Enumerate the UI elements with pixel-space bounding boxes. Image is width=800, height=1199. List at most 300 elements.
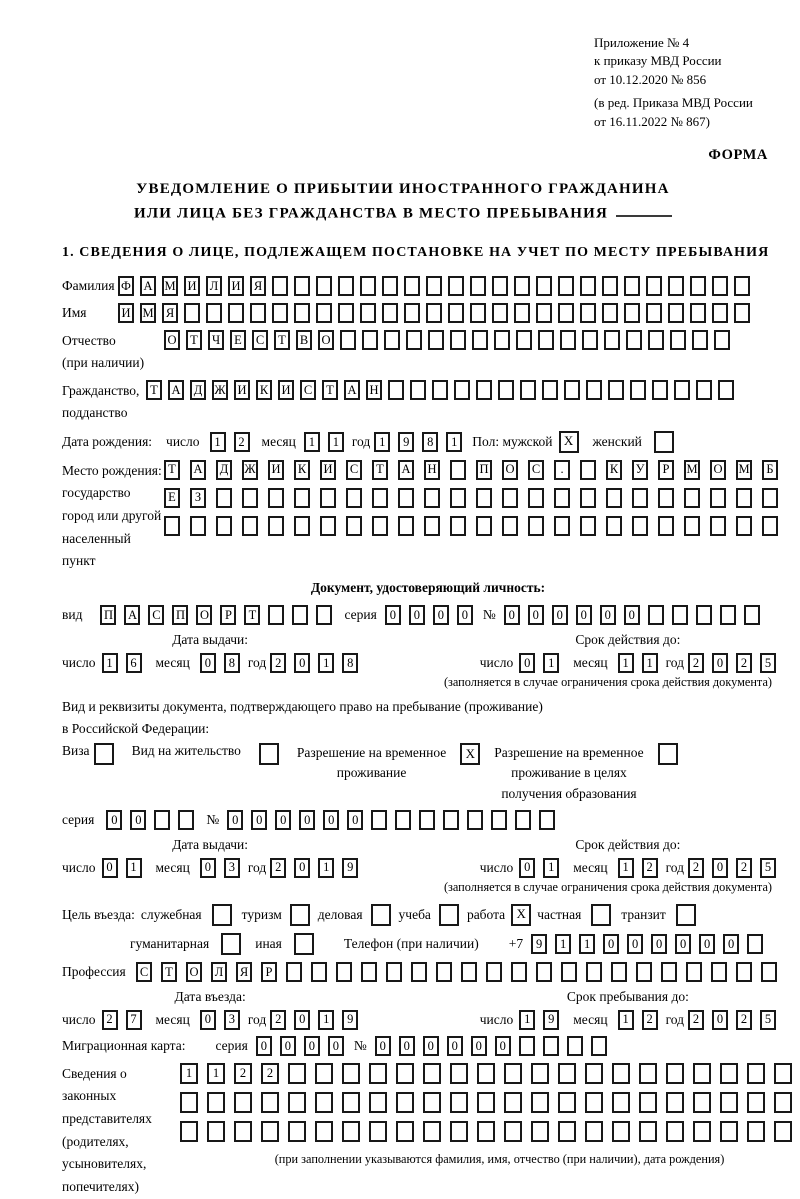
char-cell[interactable]: В bbox=[296, 330, 312, 350]
char-cell[interactable]: 0 bbox=[299, 810, 315, 830]
char-cell[interactable] bbox=[268, 605, 284, 625]
char-cell[interactable] bbox=[560, 330, 576, 350]
char-cell[interactable]: 0 bbox=[699, 934, 715, 954]
char-cell[interactable]: Ж bbox=[212, 380, 228, 400]
char-cell[interactable]: 7 bbox=[126, 1010, 142, 1030]
char-cell[interactable] bbox=[648, 330, 664, 350]
char-cell[interactable] bbox=[436, 962, 452, 982]
char-cell[interactable] bbox=[491, 810, 507, 830]
char-cell[interactable] bbox=[747, 1063, 765, 1084]
char-cell[interactable]: 9 bbox=[543, 1010, 559, 1030]
char-cell[interactable] bbox=[693, 1063, 711, 1084]
char-cell[interactable] bbox=[504, 1063, 522, 1084]
char-cell[interactable]: 0 bbox=[294, 858, 310, 878]
char-cell[interactable]: 0 bbox=[294, 1010, 310, 1030]
char-cell[interactable] bbox=[346, 488, 362, 508]
char-cell[interactable] bbox=[666, 1063, 684, 1084]
char-cell[interactable]: 2 bbox=[234, 1063, 252, 1084]
char-cell[interactable] bbox=[539, 810, 555, 830]
char-cell[interactable] bbox=[294, 276, 310, 296]
char-cell[interactable] bbox=[585, 1063, 603, 1084]
char-cell[interactable]: А bbox=[398, 460, 414, 480]
char-cell[interactable] bbox=[658, 488, 674, 508]
char-cell[interactable]: 5 bbox=[760, 858, 776, 878]
char-cell[interactable]: Ф bbox=[118, 276, 134, 296]
char-cell[interactable] bbox=[178, 810, 194, 830]
char-cell[interactable] bbox=[360, 276, 376, 296]
char-cell[interactable] bbox=[396, 1063, 414, 1084]
char-cell[interactable] bbox=[536, 962, 552, 982]
char-cell[interactable]: Т bbox=[164, 460, 180, 480]
char-cell[interactable] bbox=[461, 962, 477, 982]
char-cell[interactable]: 0 bbox=[323, 810, 339, 830]
char-cell[interactable] bbox=[624, 303, 640, 323]
char-cell[interactable] bbox=[612, 1121, 630, 1142]
char-cell[interactable]: 3 bbox=[224, 1010, 240, 1030]
char-cell[interactable] bbox=[536, 303, 552, 323]
char-cell[interactable] bbox=[736, 516, 752, 536]
char-cell[interactable] bbox=[288, 1092, 306, 1113]
char-cell[interactable] bbox=[372, 488, 388, 508]
char-cell[interactable]: 0 bbox=[675, 934, 691, 954]
char-cell[interactable]: Д bbox=[216, 460, 232, 480]
char-cell[interactable]: 0 bbox=[275, 810, 291, 830]
char-cell[interactable] bbox=[371, 810, 387, 830]
char-cell[interactable] bbox=[511, 962, 527, 982]
char-cell[interactable]: 0 bbox=[280, 1036, 296, 1056]
char-cell[interactable]: А bbox=[344, 380, 360, 400]
char-cell[interactable] bbox=[554, 516, 570, 536]
char-cell[interactable] bbox=[382, 276, 398, 296]
char-cell[interactable] bbox=[636, 962, 652, 982]
char-cell[interactable]: 1 bbox=[446, 432, 462, 452]
char-cell[interactable] bbox=[710, 516, 726, 536]
char-cell[interactable]: 2 bbox=[642, 1010, 658, 1030]
char-cell[interactable] bbox=[450, 330, 466, 350]
char-cell[interactable]: Е bbox=[164, 488, 180, 508]
char-cell[interactable] bbox=[692, 330, 708, 350]
char-cell[interactable] bbox=[388, 380, 404, 400]
char-cell[interactable]: 2 bbox=[688, 858, 704, 878]
char-cell[interactable]: Т bbox=[186, 330, 202, 350]
char-cell[interactable]: 6 bbox=[126, 653, 142, 673]
char-cell[interactable] bbox=[190, 516, 206, 536]
char-cell[interactable] bbox=[774, 1092, 792, 1113]
char-cell[interactable]: 0 bbox=[200, 1010, 216, 1030]
char-cell[interactable] bbox=[320, 488, 336, 508]
char-cell[interactable]: 2 bbox=[688, 1010, 704, 1030]
char-cell[interactable]: 0 bbox=[528, 605, 544, 625]
char-cell[interactable]: 0 bbox=[519, 858, 535, 878]
char-cell[interactable] bbox=[290, 904, 310, 926]
char-cell[interactable]: 9 bbox=[398, 432, 414, 452]
char-cell[interactable]: С bbox=[136, 962, 152, 982]
char-cell[interactable]: Н bbox=[424, 460, 440, 480]
char-cell[interactable]: О bbox=[186, 962, 202, 982]
char-cell[interactable]: 0 bbox=[304, 1036, 320, 1056]
char-cell[interactable] bbox=[316, 276, 332, 296]
char-cell[interactable]: С bbox=[346, 460, 362, 480]
char-cell[interactable] bbox=[585, 1092, 603, 1113]
char-cell[interactable] bbox=[396, 1121, 414, 1142]
char-cell[interactable]: 5 bbox=[760, 1010, 776, 1030]
char-cell[interactable] bbox=[261, 1092, 279, 1113]
char-cell[interactable] bbox=[564, 380, 580, 400]
char-cell[interactable]: 0 bbox=[627, 934, 643, 954]
char-cell[interactable] bbox=[710, 488, 726, 508]
char-cell[interactable] bbox=[477, 1063, 495, 1084]
char-cell[interactable]: X bbox=[559, 431, 579, 453]
char-cell[interactable] bbox=[492, 276, 508, 296]
char-cell[interactable] bbox=[718, 380, 734, 400]
char-cell[interactable] bbox=[342, 1092, 360, 1113]
char-cell[interactable] bbox=[439, 904, 459, 926]
char-cell[interactable]: Я bbox=[250, 276, 266, 296]
char-cell[interactable]: М bbox=[736, 460, 752, 480]
char-cell[interactable] bbox=[585, 1121, 603, 1142]
char-cell[interactable] bbox=[315, 1063, 333, 1084]
char-cell[interactable] bbox=[558, 1092, 576, 1113]
char-cell[interactable]: Р bbox=[261, 962, 277, 982]
char-cell[interactable]: 0 bbox=[200, 653, 216, 673]
char-cell[interactable] bbox=[450, 1063, 468, 1084]
char-cell[interactable]: 1 bbox=[318, 858, 334, 878]
char-cell[interactable] bbox=[712, 303, 728, 323]
char-cell[interactable] bbox=[531, 1092, 549, 1113]
char-cell[interactable] bbox=[395, 810, 411, 830]
char-cell[interactable] bbox=[492, 303, 508, 323]
char-cell[interactable] bbox=[639, 1121, 657, 1142]
char-cell[interactable]: Я bbox=[162, 303, 178, 323]
char-cell[interactable]: 1 bbox=[102, 653, 118, 673]
char-cell[interactable] bbox=[428, 330, 444, 350]
char-cell[interactable]: О bbox=[196, 605, 212, 625]
char-cell[interactable] bbox=[720, 1063, 738, 1084]
char-cell[interactable] bbox=[654, 431, 674, 453]
char-cell[interactable] bbox=[611, 962, 627, 982]
char-cell[interactable] bbox=[398, 488, 414, 508]
char-cell[interactable]: 1 bbox=[207, 1063, 225, 1084]
char-cell[interactable] bbox=[736, 962, 752, 982]
char-cell[interactable] bbox=[234, 1092, 252, 1113]
char-cell[interactable]: 2 bbox=[642, 858, 658, 878]
char-cell[interactable] bbox=[184, 303, 200, 323]
char-cell[interactable]: 1 bbox=[618, 858, 634, 878]
char-cell[interactable] bbox=[242, 516, 258, 536]
char-cell[interactable]: М bbox=[162, 276, 178, 296]
char-cell[interactable]: С bbox=[300, 380, 316, 400]
char-cell[interactable] bbox=[288, 1121, 306, 1142]
char-cell[interactable] bbox=[404, 303, 420, 323]
char-cell[interactable] bbox=[684, 516, 700, 536]
char-cell[interactable] bbox=[580, 276, 596, 296]
char-cell[interactable] bbox=[424, 516, 440, 536]
char-cell[interactable] bbox=[658, 743, 678, 765]
char-cell[interactable] bbox=[761, 962, 777, 982]
char-cell[interactable] bbox=[292, 605, 308, 625]
char-cell[interactable] bbox=[602, 303, 618, 323]
char-cell[interactable] bbox=[450, 1121, 468, 1142]
char-cell[interactable] bbox=[472, 330, 488, 350]
char-cell[interactable]: И bbox=[228, 276, 244, 296]
char-cell[interactable]: Я bbox=[236, 962, 252, 982]
char-cell[interactable] bbox=[221, 933, 241, 955]
char-cell[interactable] bbox=[386, 962, 402, 982]
char-cell[interactable] bbox=[340, 330, 356, 350]
char-cell[interactable] bbox=[720, 1092, 738, 1113]
char-cell[interactable]: 2 bbox=[261, 1063, 279, 1084]
char-cell[interactable] bbox=[250, 303, 266, 323]
char-cell[interactable] bbox=[419, 810, 435, 830]
char-cell[interactable] bbox=[443, 810, 459, 830]
char-cell[interactable] bbox=[369, 1092, 387, 1113]
char-cell[interactable] bbox=[686, 962, 702, 982]
char-cell[interactable] bbox=[426, 276, 442, 296]
char-cell[interactable]: Л bbox=[211, 962, 227, 982]
char-cell[interactable]: А bbox=[140, 276, 156, 296]
char-cell[interactable]: 0 bbox=[294, 653, 310, 673]
char-cell[interactable]: 0 bbox=[624, 605, 640, 625]
char-cell[interactable] bbox=[744, 605, 760, 625]
char-cell[interactable] bbox=[336, 962, 352, 982]
char-cell[interactable] bbox=[206, 303, 222, 323]
char-cell[interactable] bbox=[504, 1092, 522, 1113]
char-cell[interactable] bbox=[690, 303, 706, 323]
char-cell[interactable] bbox=[477, 1121, 495, 1142]
char-cell[interactable]: 0 bbox=[504, 605, 520, 625]
char-cell[interactable] bbox=[261, 1121, 279, 1142]
char-cell[interactable]: 2 bbox=[270, 1010, 286, 1030]
char-cell[interactable] bbox=[268, 488, 284, 508]
char-cell[interactable]: 8 bbox=[342, 653, 358, 673]
char-cell[interactable] bbox=[154, 810, 170, 830]
char-cell[interactable]: К bbox=[294, 460, 310, 480]
char-cell[interactable]: X bbox=[511, 904, 531, 926]
char-cell[interactable]: Т bbox=[274, 330, 290, 350]
char-cell[interactable]: Т bbox=[244, 605, 260, 625]
char-cell[interactable]: Ч bbox=[208, 330, 224, 350]
char-cell[interactable] bbox=[294, 488, 310, 508]
char-cell[interactable]: И bbox=[268, 460, 284, 480]
char-cell[interactable]: 2 bbox=[270, 858, 286, 878]
char-cell[interactable] bbox=[591, 904, 611, 926]
char-cell[interactable]: М bbox=[140, 303, 156, 323]
char-cell[interactable] bbox=[424, 488, 440, 508]
char-cell[interactable] bbox=[361, 962, 377, 982]
char-cell[interactable] bbox=[711, 962, 727, 982]
char-cell[interactable] bbox=[586, 380, 602, 400]
char-cell[interactable]: К bbox=[606, 460, 622, 480]
char-cell[interactable] bbox=[216, 516, 232, 536]
char-cell[interactable] bbox=[234, 1121, 252, 1142]
char-cell[interactable]: У bbox=[632, 460, 648, 480]
char-cell[interactable] bbox=[531, 1121, 549, 1142]
char-cell[interactable]: И bbox=[320, 460, 336, 480]
char-cell[interactable]: О bbox=[318, 330, 334, 350]
char-cell[interactable]: О bbox=[710, 460, 726, 480]
char-cell[interactable] bbox=[520, 380, 536, 400]
char-cell[interactable]: 1 bbox=[618, 653, 634, 673]
char-cell[interactable]: И bbox=[278, 380, 294, 400]
char-cell[interactable] bbox=[423, 1092, 441, 1113]
char-cell[interactable] bbox=[454, 380, 470, 400]
char-cell[interactable]: 0 bbox=[399, 1036, 415, 1056]
char-cell[interactable]: 0 bbox=[576, 605, 592, 625]
char-cell[interactable]: 0 bbox=[423, 1036, 439, 1056]
char-cell[interactable]: 9 bbox=[531, 934, 547, 954]
char-cell[interactable]: 8 bbox=[422, 432, 438, 452]
char-cell[interactable] bbox=[580, 460, 596, 480]
char-cell[interactable] bbox=[690, 276, 706, 296]
char-cell[interactable]: 0 bbox=[375, 1036, 391, 1056]
char-cell[interactable]: А bbox=[190, 460, 206, 480]
char-cell[interactable]: 2 bbox=[688, 653, 704, 673]
char-cell[interactable] bbox=[371, 904, 391, 926]
char-cell[interactable]: 0 bbox=[251, 810, 267, 830]
char-cell[interactable]: 0 bbox=[106, 810, 122, 830]
char-cell[interactable]: 0 bbox=[447, 1036, 463, 1056]
char-cell[interactable] bbox=[212, 904, 232, 926]
char-cell[interactable] bbox=[672, 605, 688, 625]
char-cell[interactable]: Б bbox=[762, 460, 778, 480]
char-cell[interactable]: П bbox=[172, 605, 188, 625]
char-cell[interactable] bbox=[720, 605, 736, 625]
char-cell[interactable] bbox=[586, 962, 602, 982]
char-cell[interactable] bbox=[538, 330, 554, 350]
char-cell[interactable]: 0 bbox=[600, 605, 616, 625]
char-cell[interactable]: . bbox=[554, 460, 570, 480]
char-cell[interactable]: 1 bbox=[374, 432, 390, 452]
char-cell[interactable]: И bbox=[118, 303, 134, 323]
char-cell[interactable]: Т bbox=[161, 962, 177, 982]
char-cell[interactable]: 2 bbox=[270, 653, 286, 673]
char-cell[interactable]: 1 bbox=[318, 653, 334, 673]
char-cell[interactable]: Р bbox=[658, 460, 674, 480]
char-cell[interactable]: 9 bbox=[342, 1010, 358, 1030]
char-cell[interactable] bbox=[207, 1121, 225, 1142]
char-cell[interactable] bbox=[693, 1121, 711, 1142]
char-cell[interactable] bbox=[736, 488, 752, 508]
char-cell[interactable] bbox=[606, 516, 622, 536]
char-cell[interactable] bbox=[362, 330, 378, 350]
char-cell[interactable] bbox=[180, 1121, 198, 1142]
char-cell[interactable] bbox=[180, 1092, 198, 1113]
char-cell[interactable] bbox=[268, 516, 284, 536]
char-cell[interactable]: 2 bbox=[736, 1010, 752, 1030]
char-cell[interactable]: 1 bbox=[126, 858, 142, 878]
char-cell[interactable] bbox=[536, 276, 552, 296]
char-cell[interactable] bbox=[242, 488, 258, 508]
char-cell[interactable] bbox=[432, 380, 448, 400]
char-cell[interactable]: Т bbox=[322, 380, 338, 400]
char-cell[interactable] bbox=[714, 330, 730, 350]
char-cell[interactable] bbox=[494, 330, 510, 350]
char-cell[interactable] bbox=[426, 303, 442, 323]
char-cell[interactable]: 0 bbox=[495, 1036, 511, 1056]
char-cell[interactable] bbox=[476, 488, 492, 508]
char-cell[interactable] bbox=[272, 276, 288, 296]
char-cell[interactable]: 2 bbox=[234, 432, 250, 452]
char-cell[interactable] bbox=[591, 1036, 607, 1056]
char-cell[interactable] bbox=[696, 380, 712, 400]
char-cell[interactable] bbox=[396, 1092, 414, 1113]
char-cell[interactable]: Р bbox=[220, 605, 236, 625]
char-cell[interactable] bbox=[666, 1092, 684, 1113]
char-cell[interactable] bbox=[676, 904, 696, 926]
char-cell[interactable] bbox=[531, 1063, 549, 1084]
char-cell[interactable] bbox=[774, 1063, 792, 1084]
char-cell[interactable]: С bbox=[252, 330, 268, 350]
char-cell[interactable]: П bbox=[476, 460, 492, 480]
char-cell[interactable]: 0 bbox=[712, 653, 728, 673]
char-cell[interactable]: С bbox=[528, 460, 544, 480]
char-cell[interactable] bbox=[674, 380, 690, 400]
char-cell[interactable] bbox=[612, 1092, 630, 1113]
char-cell[interactable] bbox=[450, 1092, 468, 1113]
char-cell[interactable] bbox=[516, 330, 532, 350]
char-cell[interactable]: К bbox=[256, 380, 272, 400]
char-cell[interactable]: Т bbox=[372, 460, 388, 480]
char-cell[interactable] bbox=[384, 330, 400, 350]
char-cell[interactable] bbox=[294, 933, 314, 955]
char-cell[interactable] bbox=[519, 1036, 535, 1056]
char-cell[interactable] bbox=[632, 488, 648, 508]
char-cell[interactable] bbox=[514, 276, 530, 296]
char-cell[interactable] bbox=[558, 1121, 576, 1142]
char-cell[interactable]: 0 bbox=[723, 934, 739, 954]
char-cell[interactable] bbox=[406, 330, 422, 350]
char-cell[interactable]: 0 bbox=[256, 1036, 272, 1056]
char-cell[interactable]: П bbox=[100, 605, 116, 625]
char-cell[interactable] bbox=[504, 1121, 522, 1142]
char-cell[interactable] bbox=[476, 380, 492, 400]
char-cell[interactable]: С bbox=[148, 605, 164, 625]
char-cell[interactable] bbox=[558, 276, 574, 296]
char-cell[interactable]: 0 bbox=[712, 858, 728, 878]
char-cell[interactable] bbox=[684, 488, 700, 508]
char-cell[interactable] bbox=[410, 380, 426, 400]
char-cell[interactable] bbox=[658, 516, 674, 536]
char-cell[interactable]: 1 bbox=[579, 934, 595, 954]
char-cell[interactable] bbox=[450, 488, 466, 508]
char-cell[interactable] bbox=[606, 488, 622, 508]
char-cell[interactable] bbox=[498, 380, 514, 400]
char-cell[interactable]: М bbox=[684, 460, 700, 480]
char-cell[interactable] bbox=[747, 1121, 765, 1142]
char-cell[interactable] bbox=[207, 1092, 225, 1113]
char-cell[interactable]: И bbox=[234, 380, 250, 400]
char-cell[interactable]: 8 bbox=[224, 653, 240, 673]
char-cell[interactable] bbox=[626, 330, 642, 350]
char-cell[interactable] bbox=[567, 1036, 583, 1056]
char-cell[interactable]: 0 bbox=[200, 858, 216, 878]
char-cell[interactable]: 1 bbox=[210, 432, 226, 452]
char-cell[interactable]: З bbox=[190, 488, 206, 508]
char-cell[interactable] bbox=[632, 516, 648, 536]
char-cell[interactable] bbox=[528, 488, 544, 508]
char-cell[interactable] bbox=[646, 276, 662, 296]
char-cell[interactable]: 1 bbox=[304, 432, 320, 452]
char-cell[interactable] bbox=[630, 380, 646, 400]
char-cell[interactable] bbox=[604, 330, 620, 350]
char-cell[interactable]: 0 bbox=[457, 605, 473, 625]
char-cell[interactable] bbox=[467, 810, 483, 830]
char-cell[interactable] bbox=[450, 516, 466, 536]
char-cell[interactable]: 2 bbox=[102, 1010, 118, 1030]
char-cell[interactable] bbox=[762, 516, 778, 536]
char-cell[interactable] bbox=[286, 962, 302, 982]
char-cell[interactable] bbox=[747, 934, 763, 954]
